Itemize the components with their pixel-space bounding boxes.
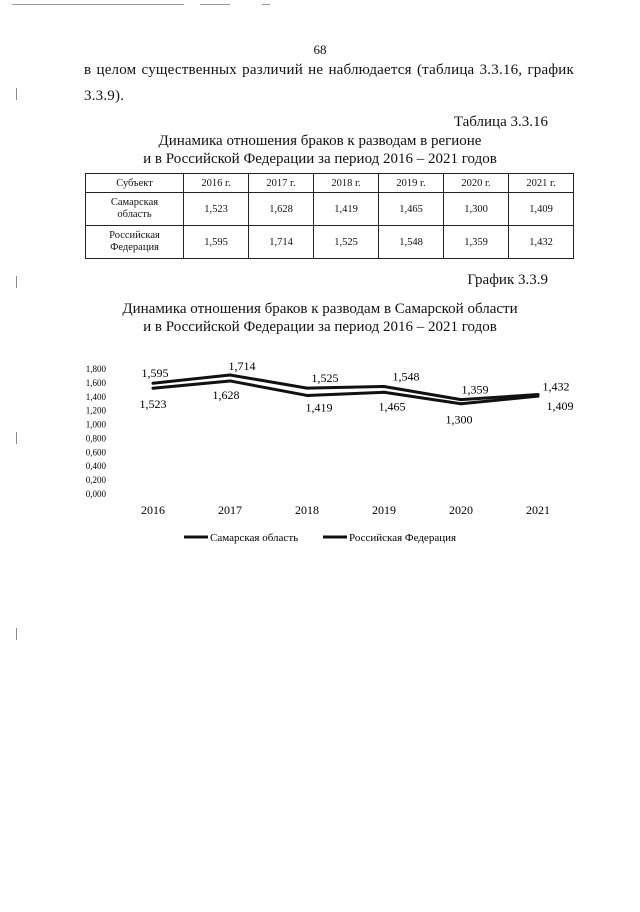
data-point <box>460 398 463 401</box>
data-point <box>306 387 309 390</box>
data-label: 1,359 <box>461 382 489 397</box>
y-tick-label: 0,200 <box>85 475 106 486</box>
y-tick-label: 0,800 <box>85 433 106 444</box>
page-number: 68 <box>313 42 327 57</box>
legend-label: Российская Федерация <box>349 532 457 544</box>
table-cell: 1,409 <box>509 193 574 226</box>
y-tick-label: 1,000 <box>85 419 106 430</box>
subject-line: Федерация <box>110 242 159 253</box>
data-point <box>229 379 232 382</box>
scan-margin-mark <box>16 88 17 100</box>
data-label: 1,548 <box>392 369 420 384</box>
table-header-row <box>86 174 574 193</box>
table-row <box>86 193 574 226</box>
x-tick-label: 2016 <box>141 503 165 517</box>
table-cell: 1,714 <box>249 226 314 259</box>
scan-top-line <box>12 4 184 5</box>
table-header-cell: 2021 г. <box>509 174 574 193</box>
table-row <box>86 226 574 259</box>
table-cell: 1,432 <box>509 226 574 259</box>
data-point <box>306 394 309 397</box>
data-label: 1,525 <box>311 371 339 386</box>
data-label: 1,465 <box>378 399 406 414</box>
scan-margin-mark <box>16 276 17 288</box>
table-title-line: Динамика отношения браков к разводам в регионе <box>158 133 482 149</box>
y-tick-label: 0,600 <box>85 447 106 458</box>
scan-margin-mark <box>16 628 17 640</box>
table-subject-cell <box>86 226 184 259</box>
data-point <box>229 373 232 376</box>
table-cell: 1,628 <box>249 193 314 226</box>
chart-title <box>0 300 640 336</box>
data-label: 1,714 <box>228 358 256 373</box>
table-cell: 1,359 <box>444 226 509 259</box>
line-chart <box>0 350 640 562</box>
data-label: 1,432 <box>542 379 570 394</box>
table-cell: 1,595 <box>184 226 249 259</box>
scan-top-line <box>200 4 230 5</box>
data-label: 1,523 <box>139 397 167 412</box>
data-point <box>383 391 386 394</box>
table-header-cell: Субъект <box>86 174 184 193</box>
x-tick-label: 2017 <box>218 503 242 517</box>
table-cell: 1,523 <box>184 193 249 226</box>
data-label: 1,419 <box>305 400 333 415</box>
data-point <box>152 382 155 385</box>
chart-title-line: и в Российской Федерации за период 2016 – 2021 годов <box>143 319 497 335</box>
data-label: 1,409 <box>546 399 574 414</box>
data-table <box>85 173 574 259</box>
scan-top-line <box>262 4 270 5</box>
table-subject-cell <box>86 193 184 226</box>
data-point <box>152 387 155 390</box>
data-label: 1,595 <box>141 366 169 381</box>
data-point <box>383 385 386 388</box>
chart-caption: График 3.3.9 <box>467 272 548 288</box>
table-header-cell: 2018 г. <box>314 174 379 193</box>
y-tick-label: 1,800 <box>85 364 106 374</box>
table-cell: 1,300 <box>444 193 509 226</box>
x-tick-label: 2019 <box>372 503 396 517</box>
x-tick-label: 2020 <box>449 503 473 517</box>
y-tick-label: 1,400 <box>85 391 106 402</box>
subject-line: Российская <box>109 230 160 241</box>
legend-label: Самарская область <box>210 532 299 544</box>
table-cell: 1,465 <box>379 193 444 226</box>
chart-title-line: Динамика отношения браков к разводам в Самарской области <box>122 301 518 317</box>
x-tick-label: 2018 <box>295 503 319 517</box>
y-tick-label: 0,400 <box>85 461 106 472</box>
y-tick-label: 1,200 <box>85 405 106 416</box>
table-caption: Таблица 3.3.16 <box>453 114 548 130</box>
subject-line: область <box>117 209 152 220</box>
data-label: 1,628 <box>212 387 240 402</box>
data-label: 1,300 <box>445 412 473 427</box>
x-tick-label: 2021 <box>526 503 550 517</box>
paragraph-line: 3.3.9). <box>84 88 125 104</box>
y-tick-label: 1,600 <box>85 377 106 388</box>
table-title-line: и в Российской Федерации за период 2016 – 2021 годов <box>143 151 497 167</box>
table-cell: 1,419 <box>314 193 379 226</box>
table-header-cell: 2017 г. <box>249 174 314 193</box>
subject-line: Самарская <box>110 197 159 208</box>
table-header-cell: 2020 г. <box>444 174 509 193</box>
data-point <box>537 393 540 396</box>
table-header-cell: 2019 г. <box>379 174 444 193</box>
data-point <box>460 402 463 405</box>
paragraph-line: в целом существенных различий не наблюдается (таблица 3.3.16, график <box>84 62 574 78</box>
table-cell: 1,548 <box>379 226 444 259</box>
table-cell: 1,525 <box>314 226 379 259</box>
y-tick-label: 0,000 <box>85 489 106 499</box>
table-title <box>0 132 640 168</box>
table-header-cell: 2016 г. <box>184 174 249 193</box>
